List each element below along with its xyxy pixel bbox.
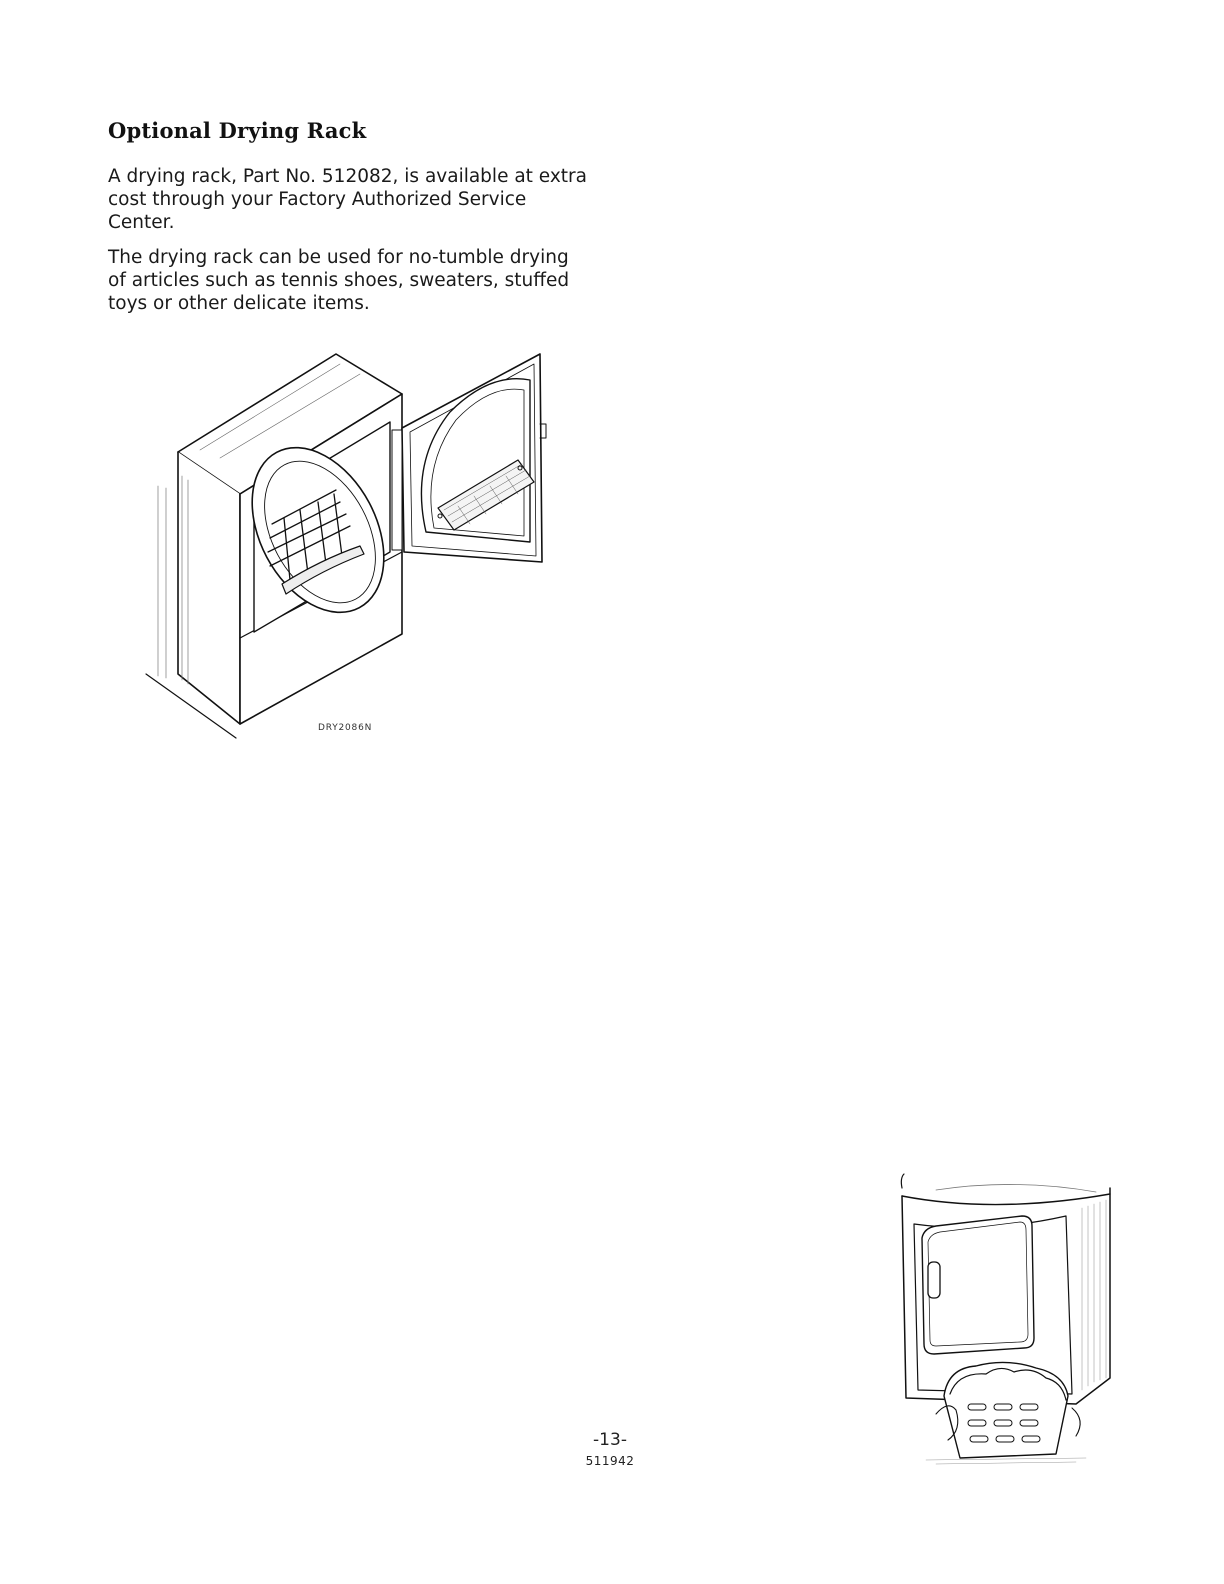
document-number: 511942 xyxy=(585,1454,635,1468)
section-title: Optional Drying Rack xyxy=(108,118,367,143)
paragraph-usage: The drying rack can be used for no-tumble drying of articles such as tennis shoes, sweaters, stuffed toys or other delicate items. xyxy=(108,247,570,314)
paragraph-availability: A drying rack, Part No. 512082, is available at extra cost through your Factory Authorized Service Center. xyxy=(108,166,588,233)
dryer-laundry-basket-illustration xyxy=(896,1168,1116,1468)
dryer-drying-rack-illustration xyxy=(140,262,560,742)
figure-caption: DRY2086N xyxy=(318,723,373,733)
page-number: -13- xyxy=(593,1430,627,1450)
